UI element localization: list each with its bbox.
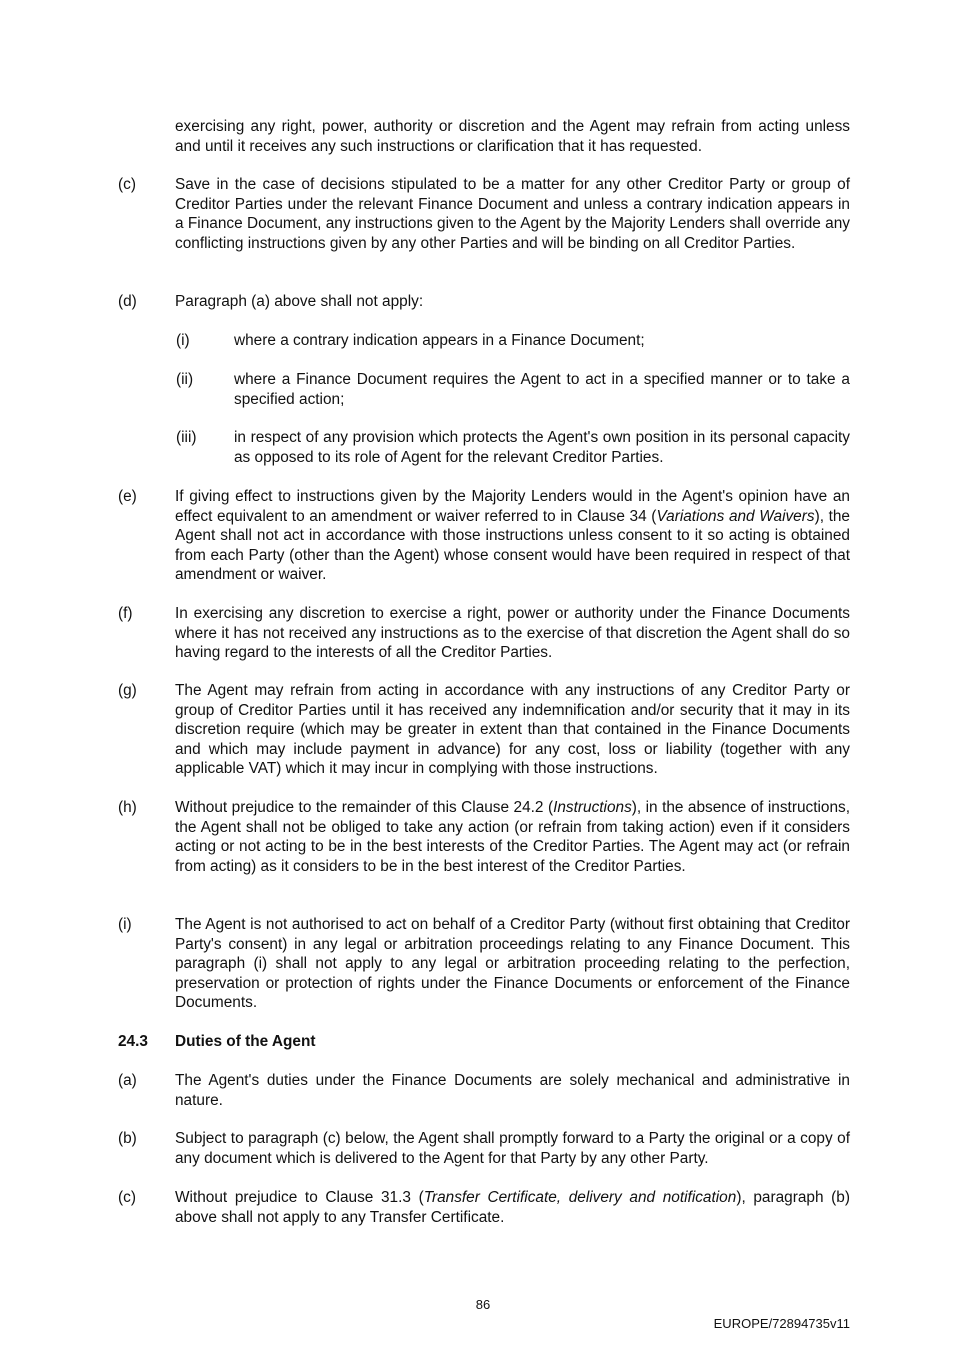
subparagraph-text: where a Finance Document requires the Agent to act in a specified manner or to take a specified action; xyxy=(234,371,850,408)
paragraph-f xyxy=(118,604,850,663)
paragraph-label: (a) xyxy=(118,1072,137,1089)
paragraph-label: (h) xyxy=(118,799,137,816)
clause-reference: Variations and Waivers xyxy=(656,507,815,525)
section-title: Duties of the Agent xyxy=(175,1033,316,1050)
paragraph-text: exercising any right, power, authority or discretion and the Agent may refrain from acting unless and until it receives any such instructions or clarification that it has requested. xyxy=(175,118,850,155)
paragraph-g xyxy=(118,681,850,779)
paragraph-text: Subject to paragraph (c) below, the Agent shall promptly forward to a Party the original or a copy of any document which is delivered to the Agent for that Party by any other Party. xyxy=(175,1130,850,1167)
paragraph-text: Save in the case of decisions stipulated to be a matter for any other Creditor Party or group of Creditor Parties under the relevant Finance Document and unless a contrary indication appears in a Finance Document, any instructions given to the Agent by the Majority Lenders shall override any conflicting instructions given by any other Parties and will be binding on all Creditor Parties. xyxy=(175,176,850,252)
paragraph-c xyxy=(118,175,850,253)
subparagraph-text: in respect of any provision which protects the Agent's own position in its personal capacity as opposed to its role of Agent for the relevant Creditor Parties. xyxy=(234,429,850,466)
paragraph-text: The Agent's duties under the Finance Documents are solely mechanical and administrative in nature. xyxy=(175,1072,850,1109)
clause-reference: Transfer Certificate, delivery and notification xyxy=(423,1189,737,1206)
paragraph-text: In exercising any discretion to exercise a right, power or authority under the Finance Documents where it has not received any instructions as to the exercise of that discretion the Agent shall do so having regard to the interests of all the Creditor Parties. xyxy=(175,605,850,661)
section-paragraph-a xyxy=(118,1071,850,1110)
paragraph-label: (f) xyxy=(118,605,133,622)
paragraph-text: Paragraph (a) above shall not apply: xyxy=(175,293,424,310)
document-reference: EUROPE/72894735v11 xyxy=(713,1316,850,1331)
subparagraph-label: (ii) xyxy=(176,371,194,388)
subparagraph-text: where a contrary indication appears in a Finance Document; xyxy=(234,332,645,349)
paragraph-text: Without prejudice to the remainder of this Clause 24.2 (Instructions), in the absence of instructions, the Agent shall not be obliged to take any action (or refrain from taking action) even if it considers acting or not acting to be in the best interests of the Creditor Parties. The Agent may act (or refrain from acting) as it considers to be in the best interest of the Creditor Parties. xyxy=(175,799,850,875)
paragraph-e xyxy=(118,487,850,585)
subparagraph-iii xyxy=(176,428,850,467)
paragraph-i xyxy=(118,915,850,1013)
paragraph-label: (b) xyxy=(118,1130,137,1147)
clause-reference: Instructions xyxy=(553,799,632,816)
subparagraph-label: (iii) xyxy=(176,429,197,446)
paragraph-text: Without prejudice to Clause 31.3 (Transfer Certificate, delivery and notification), paragraph (b) above shall not apply to any Transfer Certificate. xyxy=(175,1189,850,1226)
paragraph-label: (c) xyxy=(118,176,136,193)
continuation-paragraph xyxy=(118,117,850,156)
paragraph-text: The Agent may refrain from acting in accordance with any instructions of any Creditor Party or group of Creditor Parties until it has received any indemnification and/or security that it may in its discretion require (which may be greater in extent than that contained in the Finance Documents and which may include payment in advance) for any cost, loss or liability (together with any applicable VAT) which it may incur in complying with those instructions. xyxy=(175,682,850,777)
paragraph-label: (d) xyxy=(118,293,137,310)
paragraph-h xyxy=(118,798,850,876)
subparagraph-i xyxy=(176,331,850,351)
paragraph-label: (e) xyxy=(118,488,137,505)
paragraph-d xyxy=(118,292,850,312)
section-paragraph-b xyxy=(118,1129,850,1168)
section-paragraph-c xyxy=(118,1188,850,1227)
subparagraph-label: (i) xyxy=(176,332,190,349)
paragraph-label: (c) xyxy=(118,1189,136,1206)
paragraph-text: If giving effect to instructions given by the Majority Lenders would in the Agent's opinion have an effect equivalent to an amendment or waiver referred to in Clause 34 (Variations and Waivers), the Agent shall not act in accordance with those instructions unless consent to it so acting is obtained from each Party (other than the Agent) whose consent would have been required in respect of that amendment or waiver. xyxy=(175,488,850,583)
paragraph-text: The Agent is not authorised to act on behalf of a Creditor Party (without first obtaining that Creditor Party's consent) in any legal or arbitration proceedings relating to any Finance Document. This paragraph (i) shall not apply to any legal or arbitration proceeding relating to the perfection, preservation or protection of rights under the Finance Documents or enforcement of the Finance Documents. xyxy=(175,916,850,1011)
section-number: 24.3 xyxy=(118,1033,148,1050)
subparagraph-ii xyxy=(176,370,850,409)
paragraph-label: (i) xyxy=(118,916,132,933)
page-number: 86 xyxy=(475,1297,491,1312)
paragraph-label: (g) xyxy=(118,682,137,699)
